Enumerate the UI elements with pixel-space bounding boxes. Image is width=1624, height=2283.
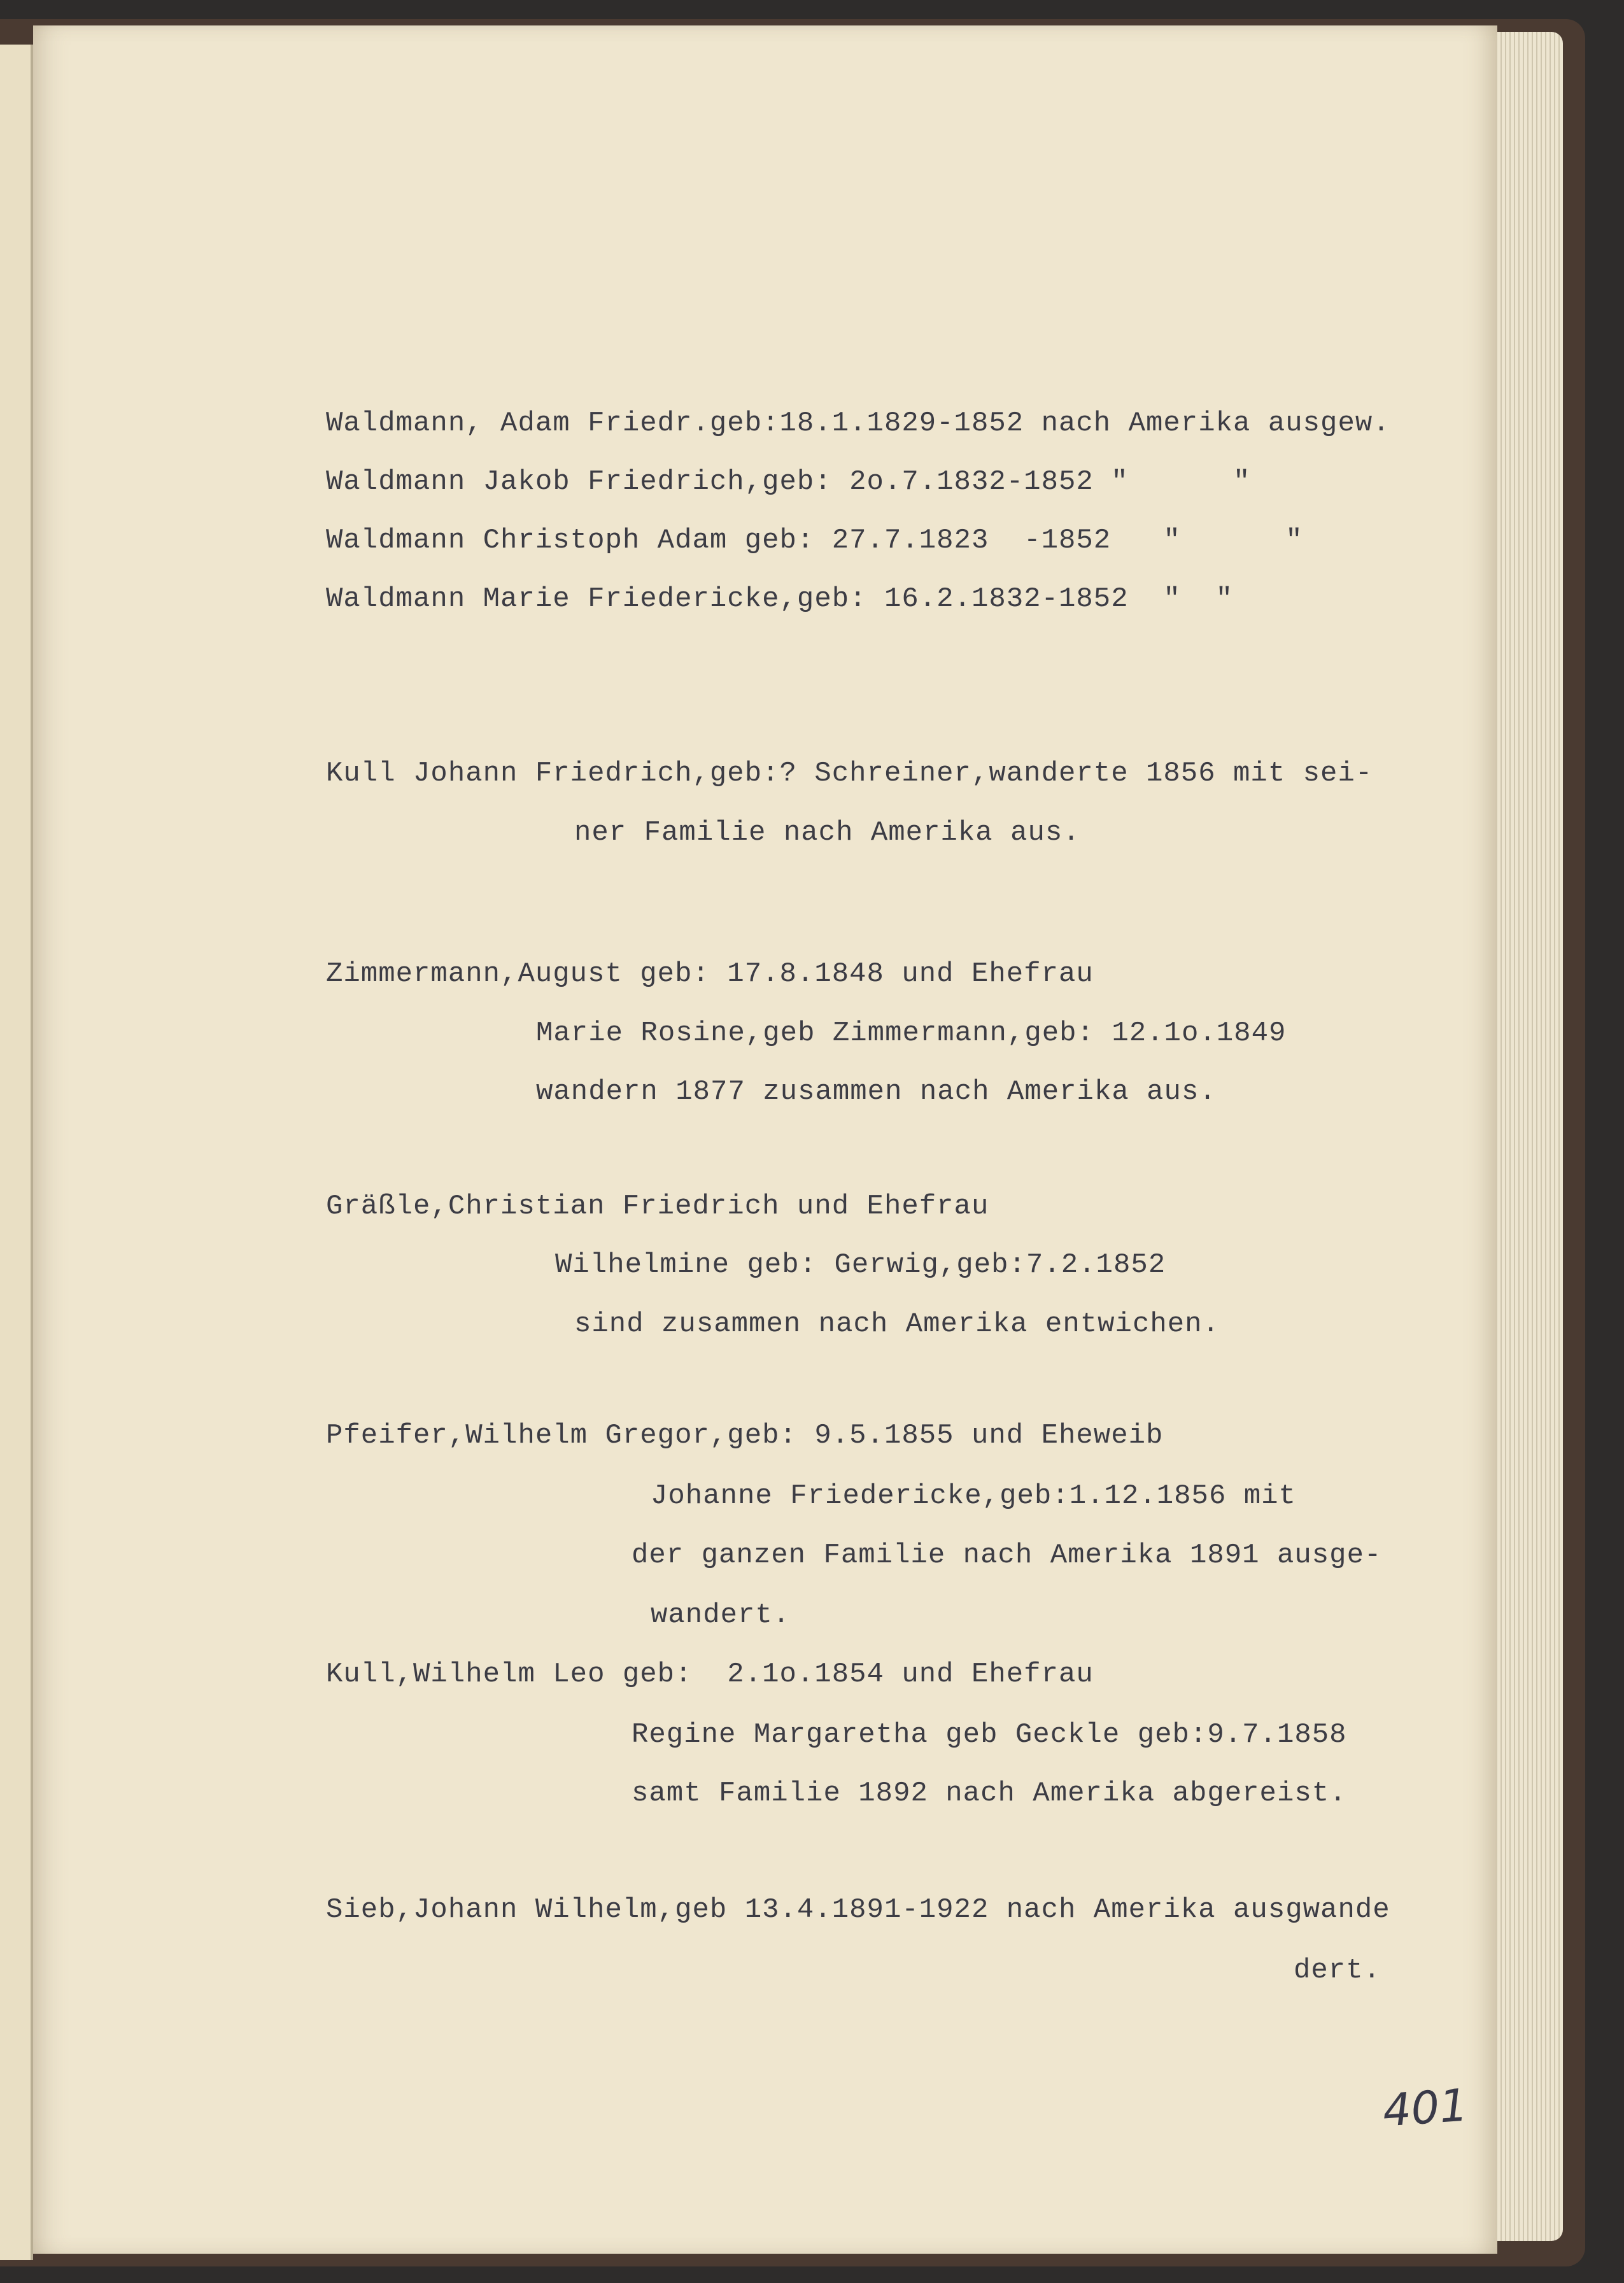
entry-kull-johann-line-2: ner Familie nach Amerika aus. (574, 817, 1080, 849)
entry-waldmann-christoph: Waldmann Christoph Adam geb: 27.7.1823 -1852 " " (326, 525, 1303, 556)
entry-graessle-line-3: sind zusammen nach Amerika entwichen. (574, 1308, 1220, 1340)
page-number: 401 (1381, 2079, 1470, 2137)
entry-zimmermann-line-3: wandern 1877 zusammen nach Amerika aus. (536, 1076, 1217, 1108)
entry-zimmermann-line-1: Zimmermann,August geb: 17.8.1848 und Ehefrau (326, 958, 1094, 990)
entry-kull-wilhelm-line-3: samt Familie 1892 nach Amerika abgereist. (632, 1778, 1347, 1809)
entry-graessle-line-1: Gräßle,Christian Friedrich und Ehefrau (326, 1191, 989, 1222)
entry-pfeifer-line-2: Johanne Friedericke,geb:1.12.1856 mit (651, 1480, 1296, 1512)
entry-zimmermann-line-2: Marie Rosine,geb Zimmermann,geb: 12.1o.1849 (536, 1017, 1287, 1049)
entry-kull-wilhelm-line-1: Kull,Wilhelm Leo geb: 2.1o.1854 und Ehefrau (326, 1658, 1094, 1690)
entry-pfeifer-line-1: Pfeifer,Wilhelm Gregor,geb: 9.5.1855 und Eheweib (326, 1420, 1164, 1452)
entry-pfeifer-line-4: wandert. (651, 1599, 791, 1631)
entry-graessle-line-2: Wilhelmine geb: Gerwig,geb:7.2.1852 (555, 1249, 1166, 1281)
entry-kull-wilhelm-line-2: Regine Margaretha geb Geckle geb:9.7.1858 (632, 1719, 1347, 1751)
left-page-edge (0, 45, 33, 2260)
entry-sieb-line-2: dert. (1294, 1954, 1381, 1986)
entry-kull-johann-line-1: Kull Johann Friedrich,geb:? Schreiner,wanderte 1856 mit sei- (326, 758, 1373, 789)
entry-waldmann-marie: Waldmann Marie Friedericke,geb: 16.2.1832-1852 " " (326, 583, 1234, 615)
entry-waldmann-jakob: Waldmann Jakob Friedrich,geb: 2o.7.1832-1852 " " (326, 466, 1251, 498)
entry-sieb-line-1: Sieb,Johann Wilhelm,geb 13.4.1891-1922 nach Amerika ausgwande (326, 1894, 1390, 1926)
entry-pfeifer-line-3: der ganzen Familie nach Amerika 1891 ausge- (632, 1539, 1382, 1571)
page-stack-edge (1493, 32, 1563, 2241)
document-page (33, 25, 1497, 2254)
entry-waldmann-adam: Waldmann, Adam Friedr.geb:18.1.1829-1852 nach Amerika ausgew. (326, 407, 1390, 439)
